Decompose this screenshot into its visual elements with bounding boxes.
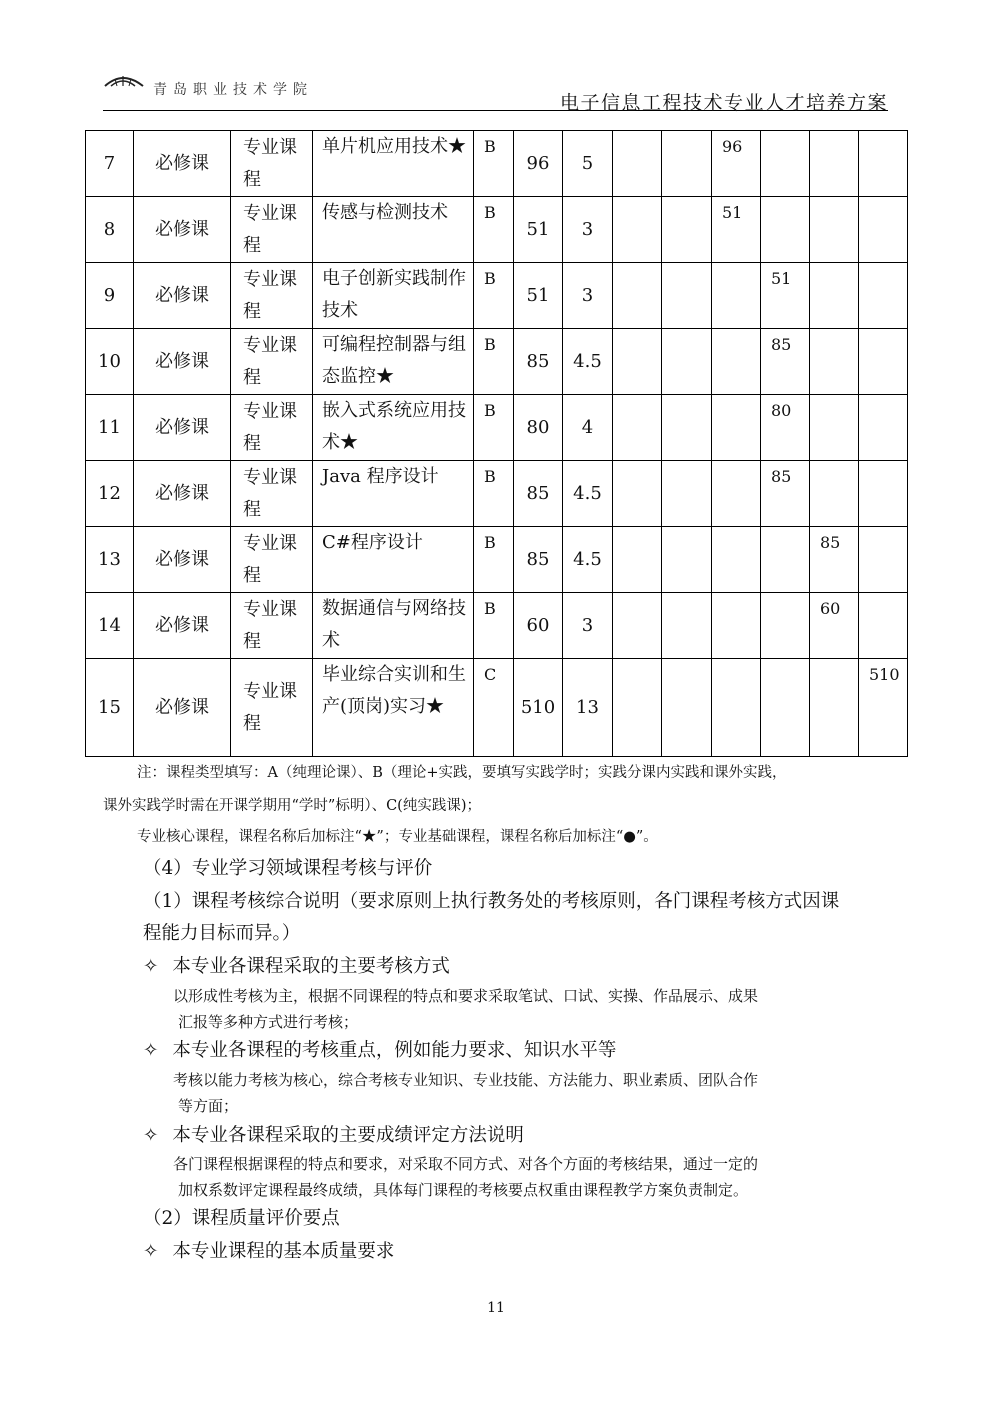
cell-s4	[761, 659, 810, 757]
cell-cat: 专业课程	[231, 131, 313, 197]
bullet-2	[143, 1037, 616, 1065]
cell-hours: 510	[514, 659, 563, 757]
table-row	[86, 329, 908, 395]
heading-assessment: （4）专业学习领域课程考核与评价	[143, 858, 433, 879]
cell-s2	[662, 461, 712, 527]
cell-name: 数据通信与网络技术	[313, 593, 474, 659]
cell-s2	[662, 527, 712, 593]
course-table	[85, 130, 908, 757]
diamond-bullet-icon: ✧	[143, 1241, 159, 1262]
cell-kind: B	[474, 527, 514, 593]
cell-s6	[859, 593, 908, 659]
table-row	[86, 263, 908, 329]
note-line-1: 注：课程类型填写：A（纯理论课）、B（理论+实践，要填写实践学时；实践分课内实践和课外实践，	[137, 765, 787, 781]
cell-cat: 专业课程	[231, 659, 313, 757]
cell-credits: 4.5	[563, 329, 613, 395]
cell-s5	[810, 461, 859, 527]
cell-s5	[810, 263, 859, 329]
cell-hours: 51	[514, 263, 563, 329]
cell-s1	[613, 593, 662, 659]
cell-name: 可编程控制器与组态监控★	[313, 329, 474, 395]
table-row	[86, 131, 908, 197]
bullet-1-line-2: 汇报等多种方式进行考核；	[178, 1013, 359, 1031]
bullet-3-line-2: 加权系数评定课程最终成绩，具体每门课程的考核要点权重由课程教学方案负责制定。	[178, 1181, 749, 1199]
cell-s5: 60	[810, 593, 859, 659]
cell-s5	[810, 329, 859, 395]
cell-s2	[662, 659, 712, 757]
table-row	[86, 395, 908, 461]
cell-s3	[712, 527, 761, 593]
cell-credits: 4.5	[563, 527, 613, 593]
cell-s6	[859, 197, 908, 263]
bullet-3-text: 本专业各课程采取的主要成绩评定方法说明	[172, 1125, 524, 1146]
cell-cat: 专业课程	[231, 461, 313, 527]
cell-no: 8	[86, 197, 134, 263]
cell-s3	[712, 461, 761, 527]
cell-kind: B	[474, 395, 514, 461]
cell-kind: B	[474, 329, 514, 395]
cell-kind: B	[474, 461, 514, 527]
cell-kind: B	[474, 593, 514, 659]
bullet-1-text: 本专业各课程采取的主要考核方式	[172, 956, 450, 977]
cell-s3	[712, 263, 761, 329]
document-title: 电子信息工程技术专业人才培养方案	[559, 92, 888, 114]
cell-s6	[859, 329, 908, 395]
note-line-3: 专业核心课程，课程名称后加标注“★”；专业基础课程，课程名称后加标注“●”。	[137, 829, 658, 845]
bullet-1-line-1: 以形成性考核为主，根据不同课程的特点和要求采取笔试、口试、实操、作品展示、成果	[173, 987, 759, 1005]
bullet-3	[143, 1122, 524, 1150]
bullet-3-line-1: 各门课程根据课程的特点和要求，对采取不同方式、对各个方面的考核结果，通过一定的	[173, 1155, 759, 1173]
cell-hours: 85	[514, 461, 563, 527]
cell-s1	[613, 395, 662, 461]
cell-s6	[859, 527, 908, 593]
table-row	[86, 197, 908, 263]
cell-credits: 3	[563, 197, 613, 263]
cell-hours: 60	[514, 593, 563, 659]
paragraph-1-line-1: （1）课程考核综合说明（要求原则上执行教务处的考核原则，各门课程考核方式因课	[143, 891, 840, 912]
cell-credits: 3	[563, 263, 613, 329]
cell-hours: 85	[514, 329, 563, 395]
cell-name: 电子创新实践制作技术	[313, 263, 474, 329]
cell-no: 11	[86, 395, 134, 461]
cell-s5: 85	[810, 527, 859, 593]
college-logo-icon	[103, 72, 323, 96]
cell-s3: 51	[712, 197, 761, 263]
cell-s5	[810, 197, 859, 263]
cell-s6	[859, 461, 908, 527]
cell-s2	[662, 395, 712, 461]
cell-s1	[613, 329, 662, 395]
cell-type: 必修课	[134, 659, 231, 757]
page-header	[103, 68, 888, 114]
cell-cat: 专业课程	[231, 197, 313, 263]
cell-s4	[761, 131, 810, 197]
page-number: 11	[487, 1300, 505, 1316]
cell-no: 15	[86, 659, 134, 757]
bullet-1	[143, 953, 450, 981]
cell-s4	[761, 593, 810, 659]
cell-kind: B	[474, 263, 514, 329]
diamond-bullet-icon: ✧	[143, 956, 159, 977]
bullet-2-text: 本专业各课程的考核重点，例如能力要求、知识水平等	[172, 1040, 617, 1061]
diamond-bullet-icon: ✧	[143, 1040, 159, 1061]
paragraph-1-line-2: 程能力目标而异。）	[143, 923, 301, 944]
bullet-4	[143, 1238, 394, 1266]
cell-s4: 51	[761, 263, 810, 329]
cell-name: 传感与检测技术	[313, 197, 474, 263]
cell-cat: 专业课程	[231, 527, 313, 593]
cell-s2	[662, 197, 712, 263]
cell-type: 必修课	[134, 197, 231, 263]
cell-no: 7	[86, 131, 134, 197]
cell-hours: 96	[514, 131, 563, 197]
cell-type: 必修课	[134, 131, 231, 197]
cell-kind: C	[474, 659, 514, 757]
cell-type: 必修课	[134, 461, 231, 527]
cell-s3	[712, 329, 761, 395]
diamond-bullet-icon: ✧	[143, 1125, 159, 1146]
cell-s4: 85	[761, 329, 810, 395]
heading-quality: （2）课程质量评价要点	[143, 1208, 340, 1229]
bullet-4-text: 本专业课程的基本质量要求	[172, 1241, 395, 1262]
cell-s1	[613, 527, 662, 593]
cell-s1	[613, 461, 662, 527]
cell-type: 必修课	[134, 329, 231, 395]
cell-s1	[613, 131, 662, 197]
cell-credits: 4.5	[563, 461, 613, 527]
cell-name: 嵌入式系统应用技术★	[313, 395, 474, 461]
cell-credits: 13	[563, 659, 613, 757]
cell-hours: 80	[514, 395, 563, 461]
cell-no: 10	[86, 329, 134, 395]
cell-s4	[761, 197, 810, 263]
cell-name: C#程序设计	[313, 527, 474, 593]
note-line-2: 课外实践学时需在开课学期用“学时”标明）、C(纯实践课)；	[103, 798, 481, 814]
cell-type: 必修课	[134, 395, 231, 461]
cell-credits: 4	[563, 395, 613, 461]
cell-cat: 专业课程	[231, 593, 313, 659]
cell-no: 13	[86, 527, 134, 593]
cell-s5	[810, 131, 859, 197]
cell-s3: 96	[712, 131, 761, 197]
cell-s6	[859, 395, 908, 461]
cell-s2	[662, 131, 712, 197]
cell-s6	[859, 263, 908, 329]
cell-s1	[613, 263, 662, 329]
cell-s4: 80	[761, 395, 810, 461]
cell-s6: 510	[859, 659, 908, 757]
cell-s2	[662, 593, 712, 659]
cell-kind: B	[474, 131, 514, 197]
cell-cat: 专业课程	[231, 395, 313, 461]
cell-s2	[662, 263, 712, 329]
table-row	[86, 659, 908, 757]
bullet-2-line-1: 考核以能力考核为核心，综合考核专业知识、专业技能、方法能力、职业素质、团队合作	[173, 1071, 759, 1089]
table-row	[86, 593, 908, 659]
cell-type: 必修课	[134, 527, 231, 593]
cell-s4	[761, 527, 810, 593]
cell-s1	[613, 659, 662, 757]
cell-hours: 51	[514, 197, 563, 263]
table-row	[86, 461, 908, 527]
cell-name: 单片机应用技术★	[313, 131, 474, 197]
cell-credits: 5	[563, 131, 613, 197]
cell-name: 毕业综合实训和生产(顶岗)实习★	[313, 659, 474, 757]
cell-hours: 85	[514, 527, 563, 593]
cell-type: 必修课	[134, 593, 231, 659]
cell-no: 9	[86, 263, 134, 329]
cell-name: Java 程序设计	[313, 461, 474, 527]
cell-s1	[613, 197, 662, 263]
cell-s3	[712, 395, 761, 461]
logo-text: 青岛职业技术学院	[153, 82, 313, 96]
cell-type: 必修课	[134, 263, 231, 329]
cell-no: 14	[86, 593, 134, 659]
bullet-2-line-2: 等方面；	[178, 1097, 239, 1115]
cell-s4: 85	[761, 461, 810, 527]
cell-s3	[712, 659, 761, 757]
cell-s2	[662, 329, 712, 395]
table-row	[86, 527, 908, 593]
cell-kind: B	[474, 197, 514, 263]
cell-no: 12	[86, 461, 134, 527]
cell-s6	[859, 131, 908, 197]
cell-cat: 专业课程	[231, 329, 313, 395]
cell-s3	[712, 593, 761, 659]
cell-cat: 专业课程	[231, 263, 313, 329]
cell-credits: 3	[563, 593, 613, 659]
cell-s5	[810, 659, 859, 757]
cell-s5	[810, 395, 859, 461]
